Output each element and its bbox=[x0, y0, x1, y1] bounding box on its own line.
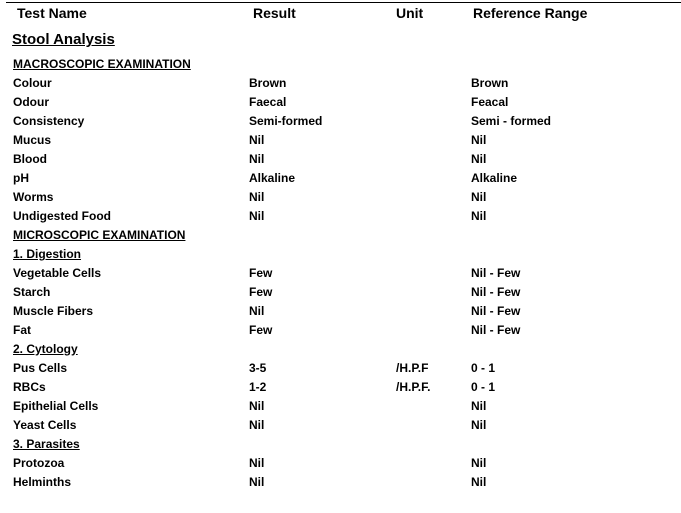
table-row bbox=[0, 378, 681, 397]
result-cell: 3-5 bbox=[249, 361, 267, 375]
reference-range-cell: Nil bbox=[471, 418, 487, 432]
header-result: Result bbox=[253, 5, 296, 21]
test-name-cell: Blood bbox=[13, 152, 47, 166]
table-row bbox=[0, 416, 681, 435]
result-cell: Nil bbox=[249, 209, 265, 223]
table-row bbox=[0, 169, 681, 188]
subsection-label: 2. Cytology bbox=[13, 342, 78, 356]
reference-range-cell: Nil - Few bbox=[471, 323, 521, 337]
result-cell: Nil bbox=[249, 418, 265, 432]
test-name-cell: Colour bbox=[13, 76, 52, 90]
result-cell: 1-2 bbox=[249, 380, 267, 394]
result-cell: Alkaline bbox=[249, 171, 296, 185]
header-unit: Unit bbox=[396, 5, 424, 21]
test-name-cell: Mucus bbox=[13, 133, 52, 147]
reference-range-cell: Nil bbox=[471, 133, 487, 147]
subsection-label: 1. Digestion bbox=[13, 247, 82, 261]
subsection-heading bbox=[0, 435, 681, 454]
subsection-heading bbox=[0, 245, 681, 264]
reference-range-cell: 0 - 1 bbox=[471, 380, 496, 394]
reference-range-cell: 0 - 1 bbox=[471, 361, 496, 375]
header-test-name: Test Name bbox=[17, 5, 87, 21]
test-name-cell: Protozoa bbox=[13, 456, 65, 470]
table-row bbox=[0, 302, 681, 321]
table-row bbox=[0, 454, 681, 473]
table-row bbox=[0, 188, 681, 207]
result-cell: Nil bbox=[249, 456, 265, 470]
table-row bbox=[0, 397, 681, 416]
table-row bbox=[0, 207, 681, 226]
section-heading bbox=[0, 226, 681, 245]
test-name-cell: Worms bbox=[13, 190, 54, 204]
reference-range-cell: Alkaline bbox=[471, 171, 518, 185]
section-heading bbox=[0, 55, 681, 74]
result-cell: Brown bbox=[249, 76, 287, 90]
reference-range-cell: Nil - Few bbox=[471, 266, 521, 280]
reference-range-cell: Nil - Few bbox=[471, 285, 521, 299]
result-cell: Few bbox=[249, 266, 273, 280]
table-row bbox=[0, 473, 681, 492]
unit-cell: /H.P.F. bbox=[396, 380, 431, 394]
result-cell: Nil bbox=[249, 133, 265, 147]
reference-range-cell: Nil bbox=[471, 456, 487, 470]
test-name-cell: Pus Cells bbox=[13, 361, 68, 375]
section-label: MACROSCOPIC EXAMINATION bbox=[13, 57, 191, 71]
test-name-cell: Muscle Fibers bbox=[13, 304, 94, 318]
reference-range-cell: Brown bbox=[471, 76, 509, 90]
test-name-cell: Odour bbox=[13, 95, 49, 109]
table-row bbox=[0, 321, 681, 340]
section-label: MICROSCOPIC EXAMINATION bbox=[13, 228, 186, 242]
result-cell: Semi-formed bbox=[249, 114, 323, 128]
table-row bbox=[0, 283, 681, 302]
result-cell: Nil bbox=[249, 475, 265, 489]
test-name-cell: Epithelial Cells bbox=[13, 399, 99, 413]
subsection-heading bbox=[0, 340, 681, 359]
reference-range-cell: Nil bbox=[471, 475, 487, 489]
table-row bbox=[0, 112, 681, 131]
test-name-cell: Fat bbox=[13, 323, 31, 337]
result-cell: Nil bbox=[249, 399, 265, 413]
test-name-cell: Yeast Cells bbox=[13, 418, 77, 432]
reference-range-cell: Nil bbox=[471, 152, 487, 166]
result-cell: Nil bbox=[249, 304, 265, 318]
test-name-cell: Starch bbox=[13, 285, 51, 299]
table-row bbox=[0, 93, 681, 112]
report-title: Stool Analysis bbox=[12, 31, 115, 48]
header-divider bbox=[6, 2, 681, 3]
table-row bbox=[0, 74, 681, 93]
reference-range-cell: Nil bbox=[471, 209, 487, 223]
reference-range-cell: Feacal bbox=[471, 95, 509, 109]
reference-range-cell: Nil - Few bbox=[471, 304, 521, 318]
subsection-label: 3. Parasites bbox=[13, 437, 80, 451]
table-row bbox=[0, 150, 681, 169]
result-cell: Few bbox=[249, 323, 273, 337]
table-row bbox=[0, 264, 681, 283]
reference-range-cell: Nil bbox=[471, 190, 487, 204]
table-row bbox=[0, 359, 681, 378]
test-name-cell: pH bbox=[13, 171, 29, 185]
reference-range-cell: Semi - formed bbox=[471, 114, 552, 128]
reference-range-cell: Nil bbox=[471, 399, 487, 413]
unit-cell: /H.P.F bbox=[396, 361, 429, 375]
test-name-cell: Undigested Food bbox=[13, 209, 111, 223]
table-row bbox=[0, 131, 681, 150]
result-cell: Nil bbox=[249, 190, 265, 204]
result-cell: Faecal bbox=[249, 95, 287, 109]
result-cell: Nil bbox=[249, 152, 265, 166]
result-cell: Few bbox=[249, 285, 273, 299]
test-name-cell: Helminths bbox=[13, 475, 72, 489]
test-name-cell: Consistency bbox=[13, 114, 85, 128]
test-name-cell: RBCs bbox=[13, 380, 46, 394]
header-reference-range: Reference Range bbox=[473, 5, 588, 21]
test-name-cell: Vegetable Cells bbox=[13, 266, 102, 280]
